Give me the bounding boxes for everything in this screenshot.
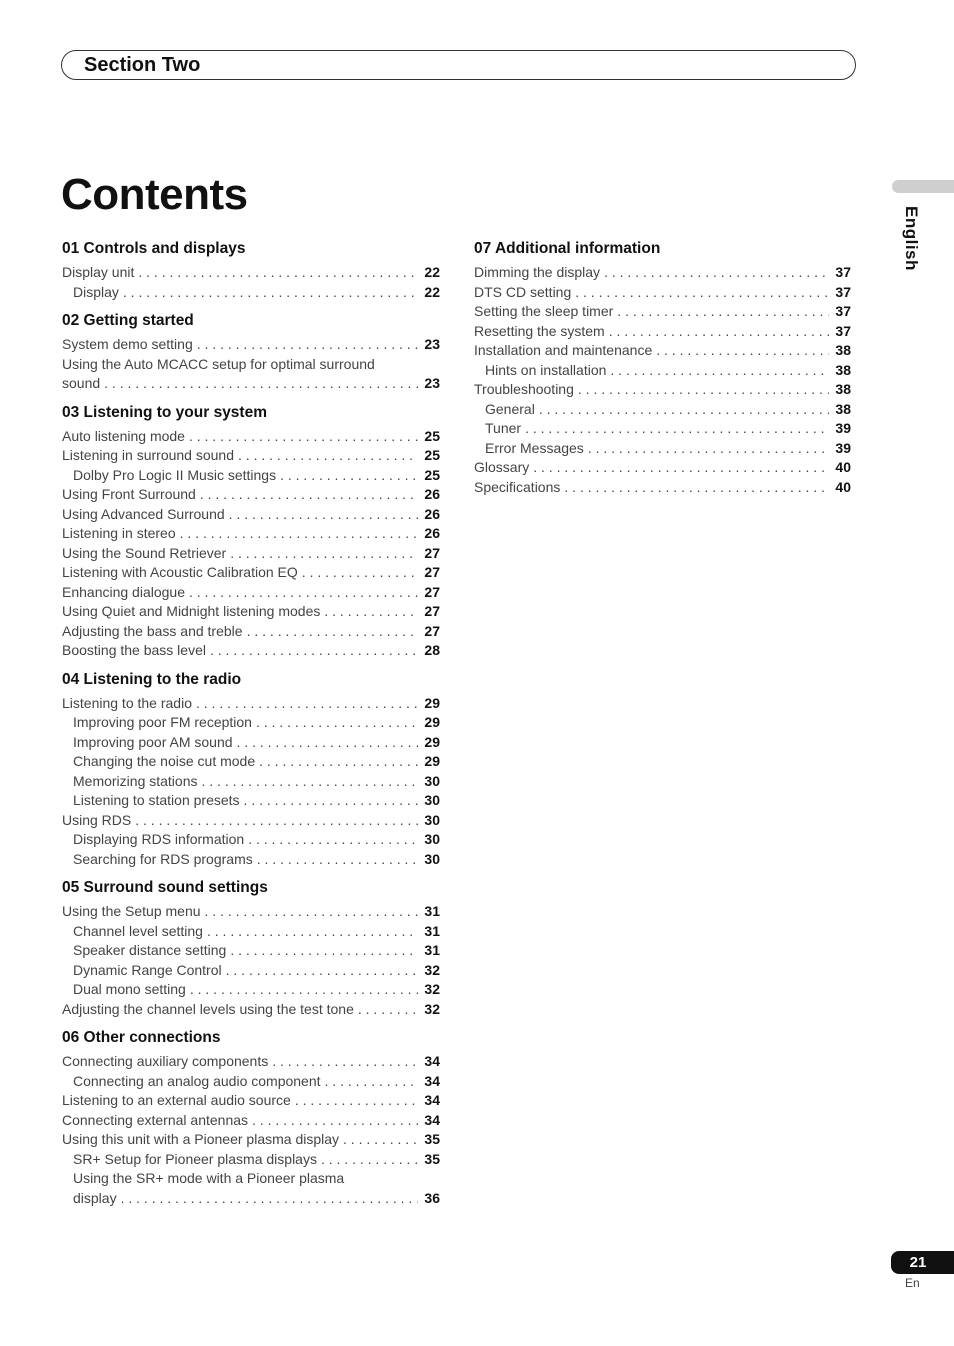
toc-entry-page: 27 bbox=[424, 622, 440, 639]
toc-entry-text: Listening in surround sound bbox=[62, 447, 235, 463]
toc-entry-text: Installation and maintenance bbox=[474, 342, 653, 358]
toc-entry-text: Connecting auxiliary components bbox=[62, 1053, 269, 1069]
toc-entry-page: 30 bbox=[424, 792, 440, 808]
dot-leader bbox=[617, 302, 829, 322]
toc-entry-page: 23 bbox=[424, 336, 440, 352]
toc-section-title: 01 Controls and displays bbox=[62, 240, 246, 257]
toc-entry-text: Boosting the bass level bbox=[62, 642, 206, 658]
toc-section bbox=[62, 309, 440, 394]
toc-section-title: 03 Listening to your system bbox=[62, 403, 267, 421]
toc-entry-text: Display bbox=[73, 283, 119, 300]
toc-entry-page: 32 bbox=[424, 1000, 440, 1017]
dot-leader bbox=[197, 335, 419, 355]
dot-leader bbox=[138, 263, 418, 283]
toc-entry-page: 29 bbox=[424, 753, 440, 769]
toc-entry-text: Using Quiet and Midnight listening modes bbox=[62, 603, 321, 619]
toc-entry[interactable] bbox=[474, 263, 851, 283]
toc-entry-text: Searching for RDS programs bbox=[73, 850, 253, 867]
toc-entry-page: 32 bbox=[424, 981, 440, 997]
toc-entry-page: 25 bbox=[424, 427, 440, 444]
toc-entry-page: 31 bbox=[424, 903, 440, 919]
toc-entry-text: Listening to an external audio source bbox=[62, 1092, 291, 1108]
toc-entry[interactable] bbox=[62, 1150, 440, 1170]
toc-entry[interactable] bbox=[62, 922, 440, 942]
toc-entry[interactable] bbox=[62, 850, 440, 870]
toc-section-title: 04 Listening to the radio bbox=[62, 670, 242, 688]
toc-entry[interactable] bbox=[62, 505, 440, 525]
toc-entry-text-continued: display bbox=[73, 1189, 117, 1206]
toc-entry[interactable] bbox=[474, 380, 851, 400]
toc-section-title: 02 Getting started bbox=[62, 312, 194, 329]
toc-entry[interactable] bbox=[62, 583, 440, 603]
page-number: 21 bbox=[909, 1254, 927, 1271]
toc-entry-page: 31 bbox=[424, 942, 440, 958]
toc-entry-page: 38 bbox=[835, 342, 851, 358]
toc-entry[interactable] bbox=[474, 458, 851, 478]
dot-leader bbox=[539, 400, 830, 420]
toc-entry-text: Using the Auto MCACC setup for optimal surround bbox=[62, 355, 375, 372]
toc-column-left bbox=[62, 237, 440, 1215]
toc-entry-page: 27 bbox=[424, 544, 440, 561]
toc-entry-list bbox=[62, 335, 440, 394]
toc-entry[interactable] bbox=[62, 283, 440, 303]
toc-entry-page: 30 bbox=[424, 831, 440, 847]
toc-entry[interactable] bbox=[62, 1130, 440, 1150]
dot-leader bbox=[324, 602, 418, 622]
dot-leader bbox=[248, 830, 418, 850]
dot-leader bbox=[196, 694, 418, 714]
toc-entry-text: Listening to the radio bbox=[62, 694, 192, 711]
toc-entry-text: Enhancing dialogue bbox=[62, 583, 185, 600]
toc-entry[interactable] bbox=[62, 622, 440, 642]
toc-entry-page: 26 bbox=[424, 486, 440, 502]
dot-leader bbox=[358, 1000, 419, 1020]
page-title: Contents bbox=[61, 170, 248, 219]
toc-entry-page: 29 bbox=[424, 714, 440, 730]
toc-entry[interactable] bbox=[62, 485, 440, 505]
dot-leader bbox=[578, 380, 830, 400]
toc-entry-text: Using this unit with a Pioneer plasma display bbox=[62, 1131, 340, 1147]
toc-entry-text: Listening in stereo bbox=[62, 525, 176, 541]
dot-leader bbox=[200, 485, 419, 505]
dot-leader bbox=[238, 446, 418, 466]
toc-entry[interactable] bbox=[62, 980, 440, 1000]
toc-entry[interactable] bbox=[62, 544, 440, 564]
dot-leader bbox=[229, 505, 419, 525]
dot-leader bbox=[121, 1189, 419, 1209]
toc-entry-text: Memorizing stations bbox=[73, 772, 198, 789]
toc-entry-text: Listening with Acoustic Calibration EQ bbox=[62, 564, 298, 580]
toc-entry[interactable] bbox=[62, 1091, 440, 1111]
toc-entry-text: Setting the sleep timer bbox=[474, 303, 614, 319]
toc-entry-page: 37 bbox=[835, 322, 851, 339]
toc-entry[interactable] bbox=[62, 1052, 440, 1072]
toc-entry[interactable] bbox=[62, 830, 440, 850]
dot-leader bbox=[180, 524, 419, 544]
toc-section bbox=[62, 401, 440, 661]
dot-leader bbox=[302, 563, 419, 583]
toc-entry-list bbox=[62, 694, 440, 870]
dot-leader bbox=[230, 941, 418, 961]
toc-entry-page: 30 bbox=[424, 772, 440, 789]
dot-leader bbox=[257, 850, 419, 870]
toc-entry-text: Using Front Surround bbox=[62, 486, 196, 502]
toc-entry-page: 37 bbox=[835, 303, 851, 319]
toc-entry[interactable] bbox=[62, 524, 440, 544]
dot-leader bbox=[202, 772, 419, 792]
toc-entry-text: Glossary bbox=[474, 459, 530, 475]
toc-entry-page: 26 bbox=[424, 505, 440, 522]
toc-entry-text-continued: sound bbox=[62, 375, 101, 391]
toc-entry-text: Improving poor AM sound bbox=[73, 733, 233, 750]
toc-entry-list bbox=[62, 263, 440, 302]
dot-leader bbox=[610, 361, 829, 381]
toc-entry-page: 31 bbox=[424, 922, 440, 939]
dot-leader bbox=[190, 980, 419, 1000]
toc-entry-page: 34 bbox=[424, 1111, 440, 1128]
toc-entry-page: 38 bbox=[835, 361, 851, 378]
toc-entry-text: Display unit bbox=[62, 264, 135, 280]
page-language-code: En bbox=[905, 1276, 920, 1290]
toc-entry[interactable] bbox=[62, 1111, 440, 1131]
toc-entry[interactable] bbox=[62, 446, 440, 466]
toc-entry-page: 34 bbox=[424, 1053, 440, 1069]
toc-entry-page: 27 bbox=[424, 603, 440, 619]
toc-entry-list bbox=[474, 263, 851, 497]
toc-entry-page: 38 bbox=[835, 381, 851, 397]
toc-entry-text: Using the Setup menu bbox=[62, 903, 201, 919]
toc-entry-page: 30 bbox=[424, 850, 440, 867]
dot-leader bbox=[295, 1091, 419, 1111]
toc-entry-text: Auto listening mode bbox=[62, 427, 185, 444]
toc-entry-text: Using the Sound Retriever bbox=[62, 544, 227, 561]
toc-entry-page: 26 bbox=[424, 525, 440, 541]
toc-entry[interactable] bbox=[474, 361, 851, 381]
toc-entry-text: Dolby Pro Logic II Music settings bbox=[73, 466, 277, 483]
toc-entry[interactable] bbox=[62, 941, 440, 961]
toc-entry-page: 23 bbox=[424, 375, 440, 391]
toc-entry-page: 37 bbox=[835, 283, 851, 300]
toc-entry-text: System demo setting bbox=[62, 336, 193, 352]
toc-entry-text: Adjusting the bass and treble bbox=[62, 622, 243, 639]
toc-entry[interactable] bbox=[62, 1169, 440, 1208]
toc-entry-text: Error Messages bbox=[485, 439, 584, 456]
toc-entry[interactable] bbox=[62, 811, 440, 831]
dot-leader bbox=[189, 583, 418, 603]
toc-column-right bbox=[474, 237, 851, 504]
toc-entry[interactable] bbox=[474, 322, 851, 342]
toc-entry[interactable] bbox=[474, 302, 851, 322]
dot-leader bbox=[280, 466, 418, 486]
dot-leader bbox=[656, 341, 829, 361]
toc-entry[interactable] bbox=[62, 772, 440, 792]
dot-leader bbox=[123, 283, 419, 303]
toc-entry-list bbox=[62, 902, 440, 1019]
toc-entry[interactable] bbox=[62, 1072, 440, 1092]
toc-entry-text: Dimming the display bbox=[474, 264, 601, 280]
toc-entry-page: 37 bbox=[835, 264, 851, 280]
toc-entry-page: 34 bbox=[424, 1072, 440, 1089]
toc-entry-page: 22 bbox=[424, 264, 440, 280]
toc-section-title: 05 Surround sound settings bbox=[62, 879, 268, 896]
dot-leader bbox=[575, 283, 829, 303]
toc-entry[interactable] bbox=[474, 283, 851, 303]
toc-entry[interactable] bbox=[62, 713, 440, 733]
toc-entry[interactable] bbox=[474, 419, 851, 439]
dot-leader bbox=[226, 961, 419, 981]
toc-entry-page: 40 bbox=[835, 459, 851, 475]
toc-section bbox=[62, 237, 440, 302]
toc-entry[interactable] bbox=[62, 752, 440, 772]
toc-entry[interactable] bbox=[62, 427, 440, 447]
dot-leader bbox=[272, 1052, 418, 1072]
toc-entry-text: Channel level setting bbox=[73, 922, 203, 939]
toc-entry-page: 36 bbox=[424, 1189, 440, 1206]
toc-entry-text: Resetting the system bbox=[474, 322, 605, 339]
toc-entry-page: 29 bbox=[424, 694, 440, 711]
dot-leader bbox=[247, 622, 419, 642]
toc-entry[interactable] bbox=[62, 961, 440, 981]
toc-entry-list bbox=[62, 1052, 440, 1208]
toc-entry-text: Dual mono setting bbox=[73, 981, 186, 997]
toc-entry-page: 40 bbox=[835, 478, 851, 495]
toc-entry[interactable] bbox=[62, 466, 440, 486]
dot-leader bbox=[252, 1111, 418, 1131]
toc-entry-text: Hints on installation bbox=[485, 361, 607, 378]
toc-entry-page: 35 bbox=[424, 1131, 440, 1147]
toc-entry[interactable] bbox=[62, 563, 440, 583]
dot-leader bbox=[604, 263, 829, 283]
toc-section bbox=[62, 1026, 440, 1208]
toc-entry-text: Troubleshooting bbox=[474, 381, 574, 397]
toc-entry-page: 34 bbox=[424, 1092, 440, 1108]
toc-section bbox=[474, 237, 851, 497]
dot-leader bbox=[325, 1072, 419, 1092]
toc-entry[interactable] bbox=[62, 641, 440, 661]
toc-entry-page: 38 bbox=[835, 400, 851, 417]
dot-leader bbox=[564, 478, 829, 498]
dot-leader bbox=[210, 641, 418, 661]
toc-entry-text: Using the SR+ mode with a Pioneer plasma bbox=[73, 1170, 345, 1186]
section-title: Section Two bbox=[84, 54, 201, 76]
toc-entry-text: Improving poor FM reception bbox=[73, 714, 252, 730]
toc-entry[interactable] bbox=[474, 478, 851, 498]
toc-entry-text: Changing the noise cut mode bbox=[73, 753, 256, 769]
toc-entry[interactable] bbox=[62, 694, 440, 714]
toc-entry-text: Adjusting the channel levels using the test tone bbox=[62, 1000, 354, 1017]
toc-section-title: 07 Additional information bbox=[474, 240, 661, 257]
toc-entry-page: 30 bbox=[424, 811, 440, 828]
toc-entry-text: Connecting an analog audio component bbox=[73, 1072, 321, 1089]
dot-leader bbox=[609, 322, 830, 342]
dot-leader bbox=[189, 427, 418, 447]
toc-entry[interactable] bbox=[62, 1000, 440, 1020]
toc-entry[interactable] bbox=[62, 335, 440, 355]
toc-entry-page: 22 bbox=[424, 283, 440, 300]
toc-entry-list bbox=[62, 427, 440, 661]
toc-entry-text: DTS CD setting bbox=[474, 283, 572, 300]
toc-entry-text: Using Advanced Surround bbox=[62, 505, 225, 522]
toc-entry[interactable] bbox=[474, 439, 851, 459]
toc-entry-text: Specifications bbox=[474, 478, 561, 495]
dot-leader bbox=[343, 1130, 418, 1150]
toc-section bbox=[62, 876, 440, 1019]
toc-entry[interactable] bbox=[62, 733, 440, 753]
toc-entry-text: Tuner bbox=[485, 420, 522, 436]
toc-entry-page: 27 bbox=[424, 583, 440, 600]
toc-entry-page: 28 bbox=[424, 642, 440, 658]
dot-leader bbox=[135, 811, 418, 831]
toc-entry[interactable] bbox=[62, 602, 440, 622]
toc-entry-page: 25 bbox=[424, 447, 440, 463]
toc-entry-page: 25 bbox=[424, 466, 440, 483]
section-header bbox=[61, 50, 856, 80]
toc-entry[interactable] bbox=[474, 341, 851, 361]
dot-leader bbox=[237, 733, 419, 753]
toc-entry-text: Speaker distance setting bbox=[73, 942, 227, 958]
toc-entry-page: 35 bbox=[424, 1150, 440, 1167]
toc-entry-text: General bbox=[485, 400, 535, 417]
toc-entry[interactable] bbox=[62, 263, 440, 283]
dot-leader bbox=[525, 419, 829, 439]
toc-section bbox=[62, 668, 440, 870]
toc-entry-text: Connecting external antennas bbox=[62, 1111, 249, 1128]
dot-leader bbox=[321, 1150, 418, 1170]
toc-entry[interactable] bbox=[62, 791, 440, 811]
toc-section-title: 06 Other connections bbox=[62, 1029, 221, 1046]
toc-entry[interactable] bbox=[62, 355, 440, 394]
toc-entry-page: 39 bbox=[835, 439, 851, 456]
dot-leader bbox=[259, 752, 418, 772]
toc-entry-line bbox=[73, 1189, 440, 1209]
toc-entry[interactable] bbox=[474, 400, 851, 420]
toc-entry-line bbox=[62, 374, 440, 394]
toc-entry-text: SR+ Setup for Pioneer plasma displays bbox=[73, 1150, 317, 1167]
toc-entry-text: Dynamic Range Control bbox=[73, 961, 222, 978]
language-label: English bbox=[902, 206, 921, 271]
dot-leader bbox=[207, 922, 418, 942]
toc-entry-page: 32 bbox=[424, 961, 440, 978]
dot-leader bbox=[256, 713, 418, 733]
toc-entry-page: 39 bbox=[835, 420, 851, 436]
toc-entry-text: Using RDS bbox=[62, 811, 132, 828]
dot-leader bbox=[244, 791, 419, 811]
dot-leader bbox=[104, 374, 418, 394]
dot-leader bbox=[588, 439, 830, 459]
toc-entry[interactable] bbox=[62, 902, 440, 922]
language-tab-marker bbox=[892, 180, 954, 193]
toc-entry-page: 29 bbox=[424, 733, 440, 750]
dot-leader bbox=[230, 544, 418, 564]
dot-leader bbox=[205, 902, 419, 922]
toc-entry-page: 27 bbox=[424, 564, 440, 580]
dot-leader bbox=[533, 458, 829, 478]
toc-entry-text: Displaying RDS information bbox=[73, 831, 245, 847]
toc-entry-text: Listening to station presets bbox=[73, 792, 240, 808]
